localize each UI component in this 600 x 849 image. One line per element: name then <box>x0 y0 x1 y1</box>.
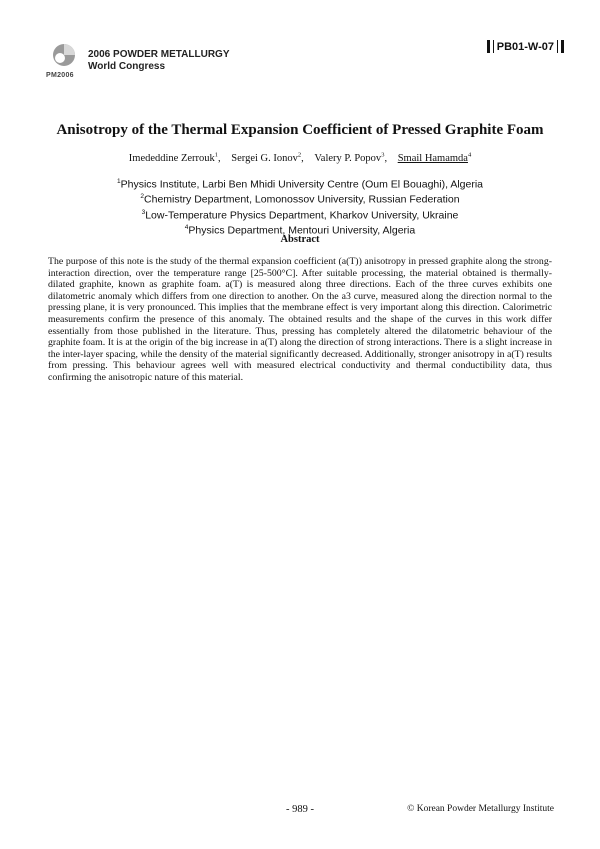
affiliation: $^1$Physics Institute, Larbi Ben Mhidi University Centre (Oum El Bouaghi), Algeria <box>116 178 484 191</box>
paper-code: PB01-W-07 <box>496 40 554 53</box>
badge-bar-left-thin <box>493 40 494 53</box>
affiliation: $^3$Low-Temperature Physics Department, Kharkov University, Ukraine <box>141 208 459 222</box>
abstract-paragraph: The purpose of this note is the study of the thermal expansion coefficient (a(T)) anisotropy in pressed graphite along the strong-interaction direction, over the temperature range [25-500°C]. After suitable processing, the material obtained is thermally-dilated graphite, known as graphite foam. a(T) is measured along three directions. Each of the three curves exhibits one dilatometric anomaly which differs from one direction to another. On the a3 curve, measured along the direction normal to the pressing plane, it is very pronounced. This implies that the membrane effect is very important along this direction. Calorimetric measurements confirm the presence of this anomaly. The obtained results and the shape of the curves in this work differ essentially from those published in the literature. Thus, pressing has completely altered the dilatometric behaviour of the graphite foam. It is at the origin of the big increase in a(T) along the direction of strong interactions. There is a slight increase in the inter-layer spacing, while the density of the material significantly decreased. Additionally, stronger anisotropy in a(T) results from pressing. This behaviour agrees well with measured electrical conductivity and thermal conductibility data, thus confirming the anisotropic nature of this material. <box>48 256 552 383</box>
author-corresponding: Smail Hamamda$^4$ <box>397 151 472 164</box>
affiliation-list <box>0 176 600 237</box>
conference-line2: World Congress <box>88 61 166 72</box>
author: Imededdine Zerrouk$^1$, <box>128 151 221 164</box>
paper-code-badge <box>487 40 564 53</box>
conference-line1: 2006 POWDER METALLURGY <box>88 49 230 60</box>
page-number: - 989 - <box>286 804 314 815</box>
author-list <box>0 151 600 164</box>
logo-text: PM2006 <box>46 72 74 79</box>
abstract-heading: Abstract <box>280 234 320 245</box>
affiliation: $^4$Physics Department, Mentouri University, Algeria <box>184 223 416 237</box>
badge-bar-right-thin <box>557 40 558 53</box>
badge-bar-left <box>487 40 490 53</box>
badge-bar-right <box>561 40 564 53</box>
abstract-body <box>48 256 552 384</box>
author: Sergei G. Ionov$^2$, <box>231 151 304 164</box>
conference-title <box>88 49 230 73</box>
author: Valery P. Popov$^3$, <box>314 151 388 164</box>
copyright-notice: © Korean Powder Metallurgy Institute <box>407 804 554 814</box>
paper-title: Anisotropy of the Thermal Expansion Coefficient of Pressed Graphite Foam <box>56 122 544 138</box>
affiliation: $^2$Chemistry Department, Lomonossov University, Russian Federation <box>140 193 460 206</box>
